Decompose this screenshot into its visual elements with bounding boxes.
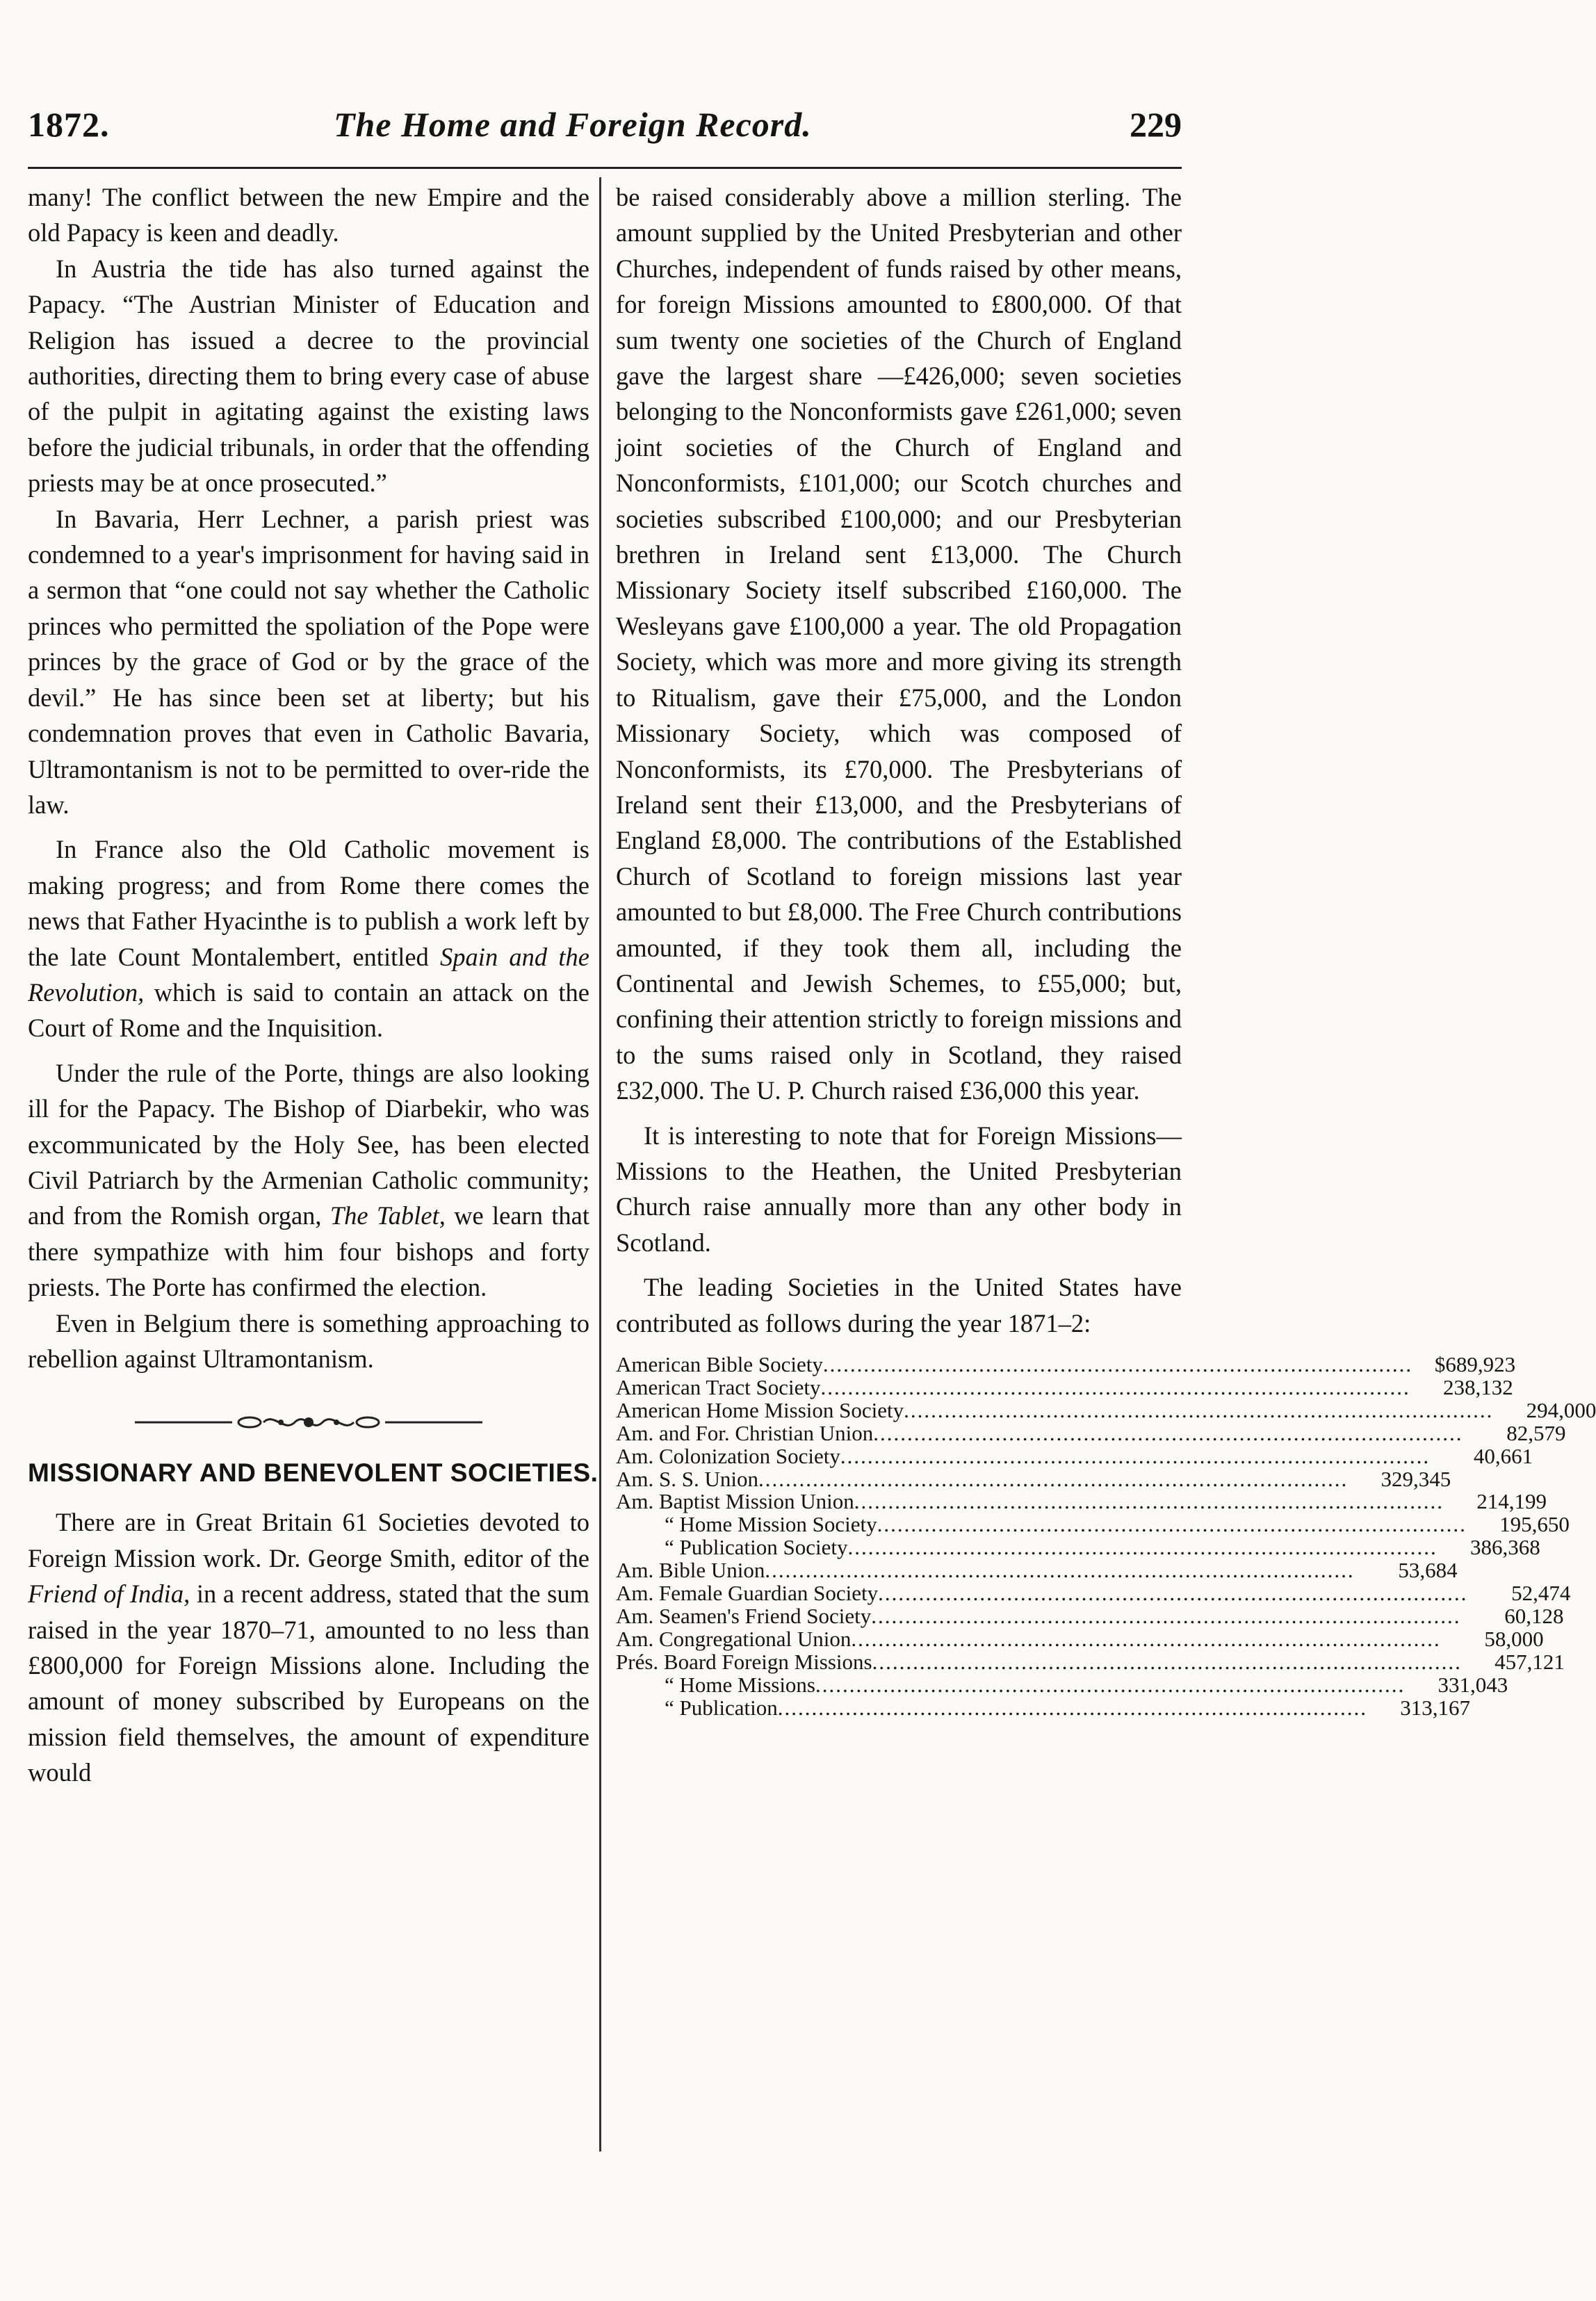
society-name: American Home Mission Society xyxy=(616,1397,904,1422)
society-name: “ Publication Society xyxy=(665,1535,848,1560)
periodical-title: The Tablet, xyxy=(329,1201,446,1230)
contribution-amount: 60,128 xyxy=(1504,1603,1564,1628)
society-name: “ Publication xyxy=(665,1695,778,1720)
leader-dots xyxy=(878,1582,1467,1605)
header-year: 1872. xyxy=(28,105,110,144)
leader-dots xyxy=(765,1559,1354,1582)
society-name: Am. Female Guardian Society xyxy=(616,1581,879,1606)
contribution-amount: 238,132 xyxy=(1442,1374,1513,1399)
table-row xyxy=(616,1626,1544,1651)
leader-dots xyxy=(815,1674,1405,1697)
society-name: Prés. Board Foreign Missions xyxy=(616,1649,872,1674)
society-name: Am. Seamen's Friend Society xyxy=(616,1603,872,1628)
text-span: we learn that there sympathize with him four bishops and forty priests. The Porte has confirmed the election. xyxy=(28,1201,589,1302)
contribution-amount: 82,579 xyxy=(1506,1420,1566,1445)
leader-dots xyxy=(778,1697,1367,1720)
header-page-number: 229 xyxy=(1130,105,1182,144)
right-column xyxy=(616,179,1596,1720)
paragraph-united-presbyterian: It is interesting to note that for Foreign Missions—Missions to the Heathen, the United Presbyterian Church raise annually more than any other body in Scotland. xyxy=(616,1121,1182,1257)
society-name: American Tract Society xyxy=(616,1374,821,1399)
contribution-amount: 58,000 xyxy=(1484,1626,1544,1651)
leader-dots xyxy=(823,1353,1412,1376)
paragraph-austria: In Austria the tide has also turned against the Papacy. “The Austrian Minister of Education and Religion has issued a decree to the provincial authorities, directing them to bring every case of abuse of the pulpit in agitating against the existing laws before the judicial tribunals, in order that the offending priests may be at once prosecuted.” xyxy=(28,254,589,498)
leader-dots xyxy=(872,1651,1462,1674)
table-row xyxy=(616,1512,1570,1537)
table-row xyxy=(616,1672,1508,1697)
text-span: in a recent address, stated that the sum raised in the year 1870–71, amounted to no less than £800,000 for Foreign Missions alone. Including the amount of money subscribed by Europeans on the mission field themselves, the amount of expenditure would xyxy=(28,1579,589,1787)
paragraph-belgium: Even in Belgium there is something approaching to rebellion against Ultramontanism. xyxy=(28,1308,589,1373)
contribution-amount: 40,661 xyxy=(1473,1443,1533,1468)
table-row xyxy=(616,1489,1547,1514)
society-name: “ Home Mission Society xyxy=(665,1512,877,1537)
text-span: There are in Great Britain 61 Societies devoted to Foreign Mission work. Dr. George Smith, editor of the xyxy=(28,1508,589,1572)
ornament-flourish-icon xyxy=(128,1408,489,1436)
society-name: Am. Congregational Union xyxy=(616,1626,852,1651)
table-row xyxy=(616,1397,1596,1422)
paragraph-us-societies: The leading Societies in the United States have contributed as follows during the year 1871–2: xyxy=(616,1273,1182,1337)
section-heading: MISSIONARY AND BENEVOLENT SOCIETIES. xyxy=(28,1458,598,1488)
leader-dots xyxy=(840,1445,1430,1468)
society-name: “ Home Missions xyxy=(665,1672,815,1697)
column-divider xyxy=(599,177,601,2152)
contribution-amount: 329,345 xyxy=(1381,1466,1451,1491)
contribution-amount: 195,650 xyxy=(1499,1512,1570,1537)
table-row xyxy=(616,1558,1458,1583)
contribution-amount: 53,684 xyxy=(1398,1558,1458,1583)
table-row xyxy=(616,1374,1513,1399)
leader-dots xyxy=(820,1376,1410,1399)
ornamental-divider xyxy=(28,1404,589,1440)
table-row xyxy=(616,1649,1565,1674)
paragraph-porte xyxy=(28,1055,589,1306)
table-row xyxy=(616,1443,1533,1468)
running-header xyxy=(28,104,1182,153)
leader-dots xyxy=(904,1399,1493,1422)
contribution-amount: 313,167 xyxy=(1400,1695,1470,1720)
contribution-amount: 214,199 xyxy=(1476,1489,1547,1514)
text-span: In France also the Old Catholic movement is making progress; and from Rome there comes the news that Father Hyacinthe is to publish a work left by the late Count Montalembert, entitled xyxy=(28,835,589,971)
leader-dots xyxy=(758,1468,1348,1491)
society-name: Am. and For. Christian Union xyxy=(616,1420,874,1445)
leader-dots xyxy=(851,1628,1440,1651)
society-name: Am. Bible Union xyxy=(616,1558,765,1583)
table-row xyxy=(616,1420,1566,1445)
paragraph-empire-papacy: many! The conflict between the new Empire and the old Papacy is keen and deadly. xyxy=(28,183,589,247)
table-row xyxy=(616,1603,1564,1628)
contribution-amount: $689,923 xyxy=(1434,1352,1516,1376)
society-name: Am. Baptist Mission Union xyxy=(616,1489,854,1514)
leader-dots xyxy=(877,1513,1467,1536)
table-row xyxy=(616,1695,1470,1720)
society-name: Am. Colonization Society xyxy=(616,1443,840,1468)
left-column xyxy=(28,179,598,1791)
society-name: American Bible Society xyxy=(616,1352,823,1376)
contribution-amount: 457,121 xyxy=(1495,1649,1565,1674)
table-row xyxy=(616,1466,1451,1491)
paragraph-bavaria: In Bavaria, Herr Lechner, a parish priest was condemned to a year's imprisonment for having said in a sermon that “one could not say whether the Catholic princes who permitted the spoliation of the Pope were princes by the grace of God or by the grace of the devil.” He has since been set at liberty; but his condemnation proves that even in Catholic Bavaria, Ultramontanism is not to be permitted to over-ride the law. xyxy=(28,504,589,819)
header-rule xyxy=(28,167,1182,169)
table-row xyxy=(616,1352,1516,1376)
paragraph-france xyxy=(28,831,589,1046)
header-journal-title: The Home and Foreign Record. xyxy=(334,105,812,144)
leader-dots xyxy=(871,1605,1460,1628)
contribution-amount: 331,043 xyxy=(1438,1672,1508,1697)
societies-table xyxy=(616,1352,1596,1720)
contribution-amount: 386,368 xyxy=(1469,1535,1540,1560)
leader-dots xyxy=(873,1422,1463,1445)
periodical-title: Friend of India, xyxy=(28,1579,190,1609)
paragraph-great-britain-societies xyxy=(28,1504,589,1790)
leader-dots xyxy=(847,1536,1437,1559)
table-row xyxy=(616,1535,1540,1560)
society-name: Am. S. S. Union xyxy=(616,1466,758,1491)
contribution-amount: 52,474 xyxy=(1511,1581,1571,1606)
leader-dots xyxy=(854,1490,1444,1513)
text-span: which is said to contain an attack on the Court of Rome and the Inquisition. xyxy=(28,977,589,1043)
contribution-amount: 294,000 xyxy=(1526,1397,1596,1422)
paragraph-contributions: be raised considerably above a million sterling. The amount supplied by the United Presbyterian and other Churches, independent of funds raised by other means, for foreign Missions amounted to £800,000. Of that sum twenty one societies of the Church of England gave the largest share —£426,000; seven societies belonging to the Nonconformists gave £261,000; seven joint societies of the Church of England and Nonconformists, £101,000; our Scotch churches and societies subscribed £100,000; and our Presbyterian brethren in Ireland sent £13,000. The Church Missionary Society itself subscribed £160,000. The Wesleyans gave £100,000 a year. The old Propagation Society, which was more and more giving its strength to Ritualism, gave their £75,000, and the London Missionary Society, which was composed of Nonconformists, its £70,000. The Presbyterians of Ireland sent their £13,000, and the Presbyterians of England £8,000. The contributions of the Established Church of Scotland to foreign missions last year amounted to but £8,000. The Free Church contributions amounted, if they took them all, including the Continental and Jewish Schemes, to £55,000; but, confining their attention strictly to foreign missions and to the sums raised only in Scotland, they raised £32,000. The U. P. Church raised £36,000 this year. xyxy=(616,183,1182,1105)
book-title: Spain and the Revolution, xyxy=(28,942,589,1007)
text-span: Under the rule of the Porte, things are also looking ill for the Papacy. The Bishop of Diarbekir, who was excommunicated by the Holy See, has been elected Civil Patriarch by the Armenian Catholic community; and from the Romish organ, xyxy=(28,1058,589,1230)
table-row xyxy=(616,1581,1571,1606)
